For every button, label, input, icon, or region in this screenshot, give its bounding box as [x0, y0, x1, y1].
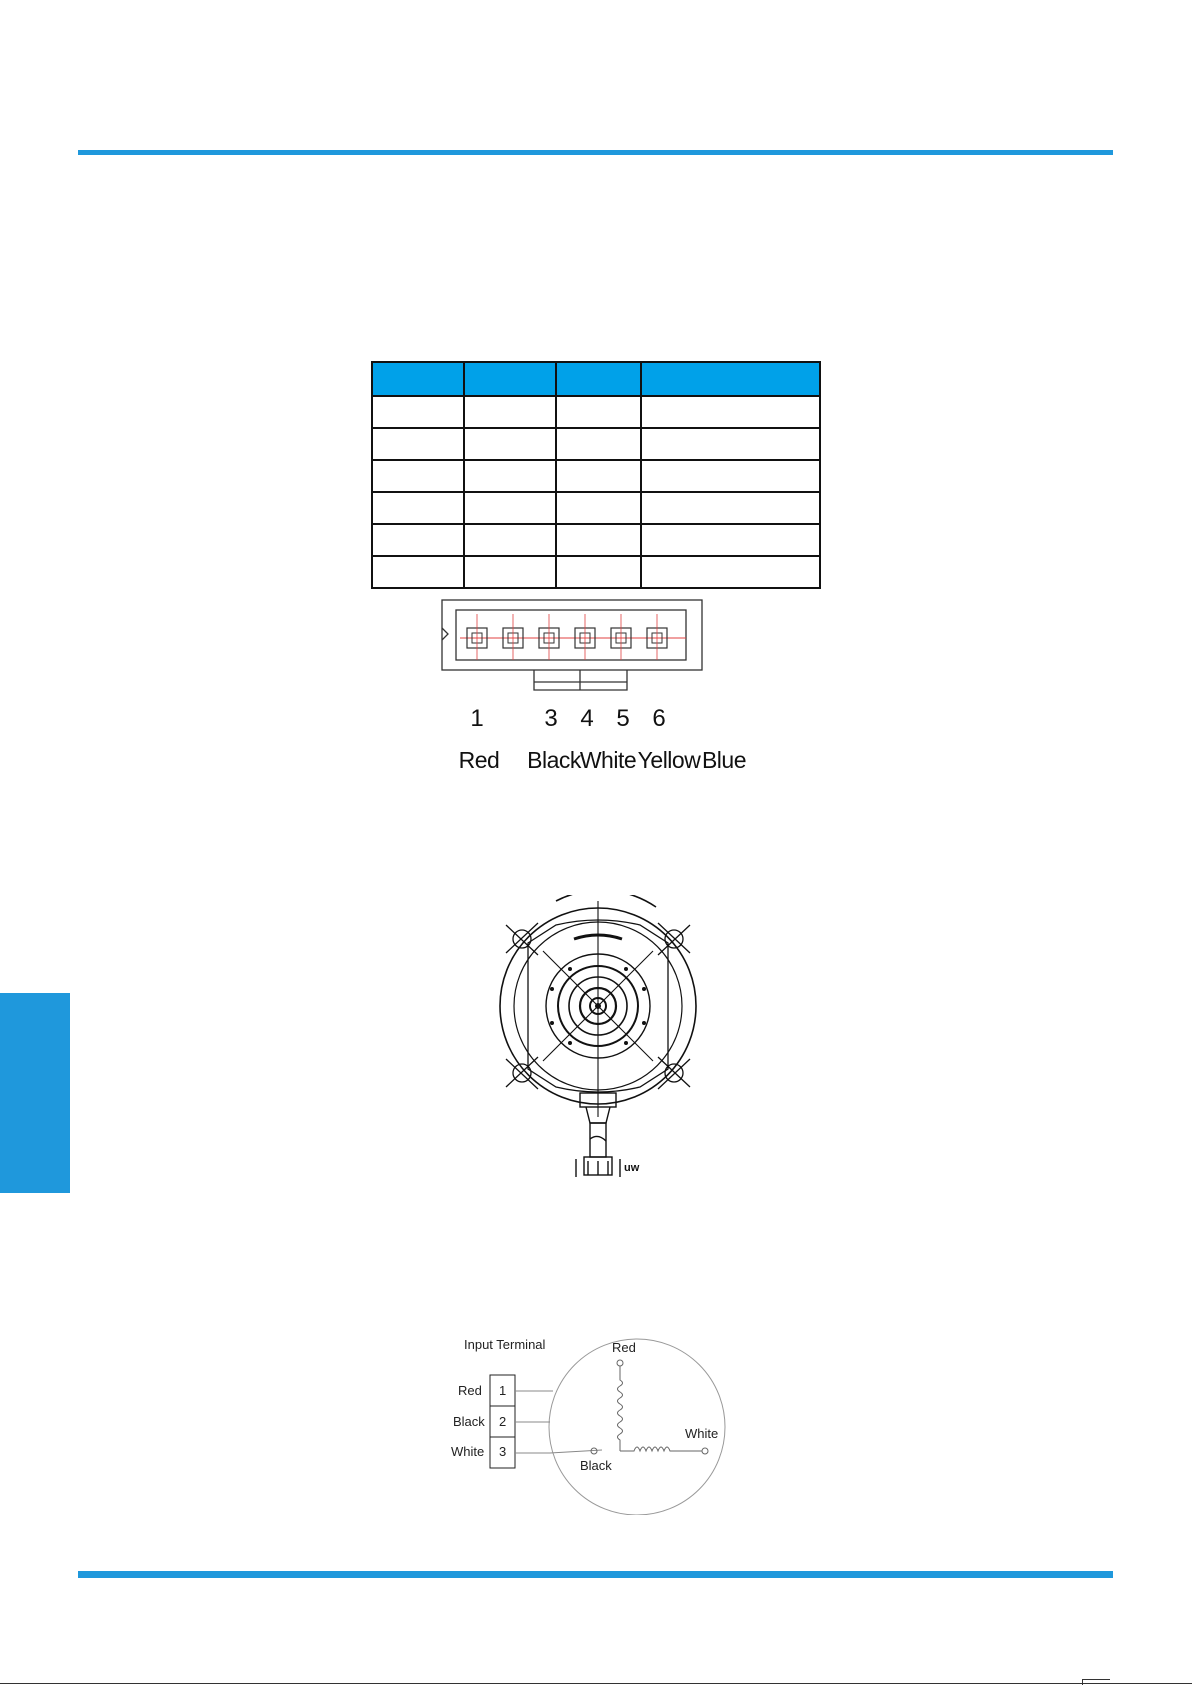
table-cell	[372, 524, 464, 556]
terminal-number: 3	[499, 1444, 507, 1459]
pin-number-label: 4	[580, 705, 594, 732]
table-cell	[464, 460, 556, 492]
table-cell	[556, 524, 641, 556]
pin-number-label: 3	[544, 705, 558, 732]
aux-winding-coil	[620, 1447, 702, 1451]
table-cell	[556, 428, 641, 460]
connector-diagram	[430, 598, 760, 778]
table-cell	[464, 556, 556, 588]
table-cell	[641, 556, 820, 588]
table-row	[372, 460, 820, 492]
page-edge-line	[0, 1683, 1192, 1684]
table-header-row	[372, 362, 820, 396]
connector-pin	[467, 614, 487, 660]
table-cell	[641, 428, 820, 460]
fan-motor-drawing	[488, 895, 708, 1180]
terminal-color-label: Red	[458, 1383, 482, 1398]
side-section-tab	[0, 993, 70, 1193]
top-rule	[78, 150, 1113, 155]
motor-outer-arc	[556, 895, 656, 907]
wire-color-label: Yellow	[637, 747, 701, 773]
table-header-cell	[464, 362, 556, 396]
connector-latch-mark	[442, 628, 448, 640]
table-header-cell	[641, 362, 820, 396]
table-header-cell	[372, 362, 464, 396]
connector-pin	[647, 614, 667, 660]
winding-terminal-red	[617, 1360, 623, 1366]
table-cell	[556, 396, 641, 428]
pin-number-label: 6	[652, 705, 666, 732]
table-row	[372, 492, 820, 524]
lead-mark: uw	[624, 1162, 640, 1174]
table-cell	[464, 524, 556, 556]
table-cell	[464, 428, 556, 460]
table-cell	[372, 460, 464, 492]
wire-color-label: White	[579, 747, 637, 773]
connector-key	[534, 670, 627, 690]
table-cell	[372, 396, 464, 428]
pin-number-label: 1	[470, 705, 484, 732]
table-cell	[556, 556, 641, 588]
table-row	[372, 556, 820, 588]
table-cell	[641, 396, 820, 428]
coil-label-red: Red	[612, 1340, 636, 1355]
table-cell	[372, 428, 464, 460]
table-row	[372, 396, 820, 428]
bottom-rule	[78, 1571, 1113, 1578]
connector-pin	[575, 614, 595, 660]
pin-number-label: 5	[616, 705, 630, 732]
page-corner-mark	[1082, 1679, 1110, 1685]
main-winding-coil	[618, 1366, 623, 1451]
connector-pin	[611, 614, 631, 660]
wire-color-label: Black	[527, 747, 581, 773]
lead-connector-detail	[576, 1159, 620, 1177]
motor-wiring-diagram	[440, 1325, 750, 1515]
table-cell	[372, 556, 464, 588]
connector-pin	[503, 614, 523, 660]
lead-cable	[590, 1123, 606, 1157]
table-header-cell	[556, 362, 641, 396]
table-cell	[464, 396, 556, 428]
coil-label-black: Black	[580, 1458, 612, 1473]
table-cell	[372, 492, 464, 524]
wire-color-label: Blue	[701, 747, 747, 773]
table-row	[372, 428, 820, 460]
table-cell	[556, 492, 641, 524]
table-cell	[556, 460, 641, 492]
input-terminal-label: Input Terminal	[464, 1337, 546, 1352]
cable-break-mark	[590, 1136, 606, 1141]
terminal-number: 1	[499, 1383, 507, 1398]
terminal-color-label: White	[451, 1444, 485, 1459]
terminal-color-label: Black	[453, 1414, 485, 1429]
terminal-number: 2	[499, 1414, 507, 1429]
coil-label-white: White	[685, 1426, 719, 1441]
spec-table	[371, 361, 821, 589]
winding-terminal-white	[702, 1448, 708, 1454]
table-cell	[464, 492, 556, 524]
table-cell	[641, 524, 820, 556]
table-row	[372, 524, 820, 556]
terminal-wires	[515, 1391, 602, 1453]
table-cell	[641, 492, 820, 524]
connector-pin	[539, 614, 559, 660]
wire-color-label: Red	[458, 747, 500, 773]
table-cell	[641, 460, 820, 492]
